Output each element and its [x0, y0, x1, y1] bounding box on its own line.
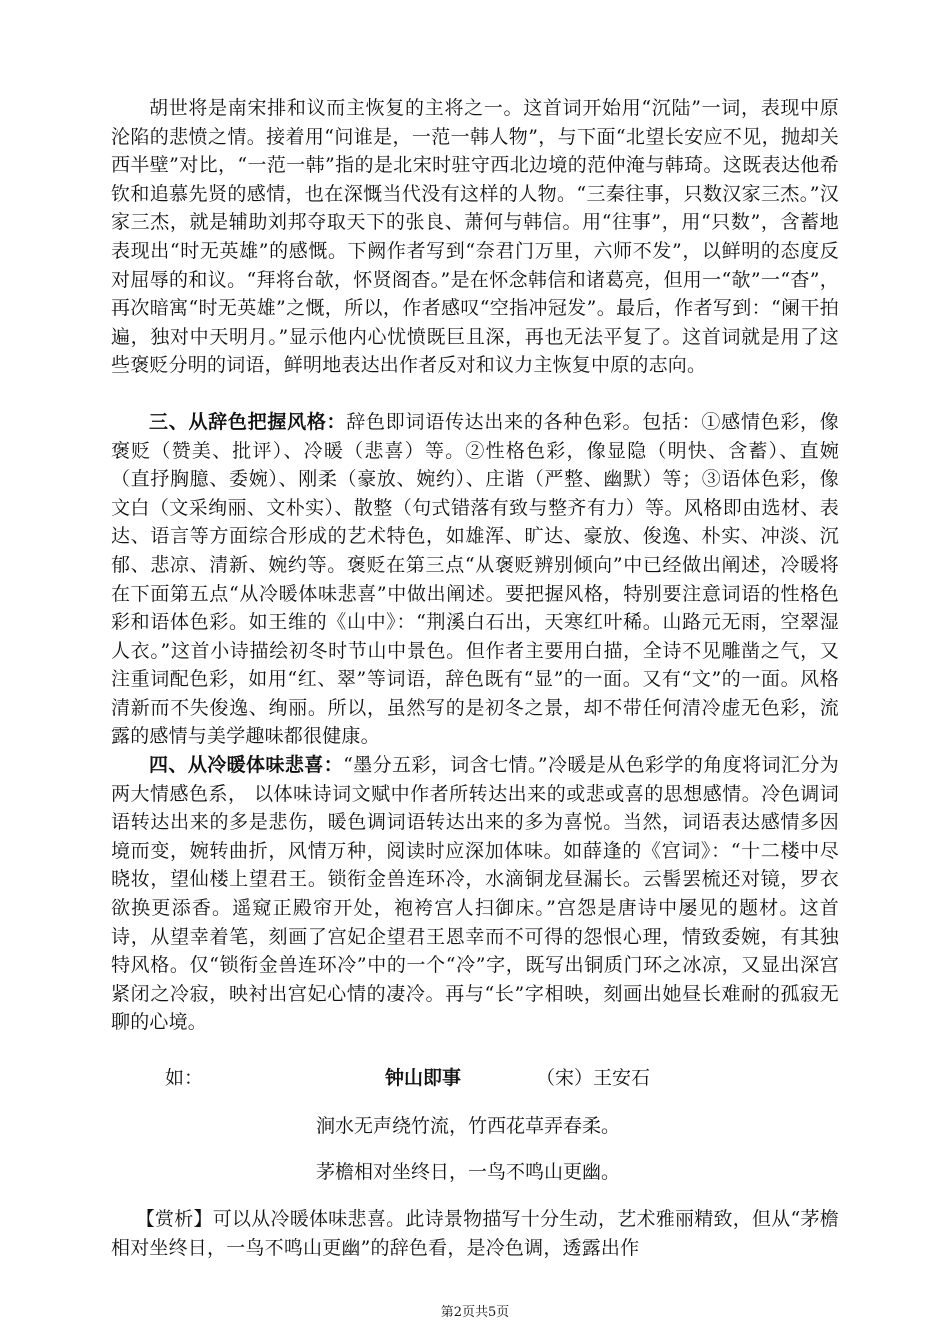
section-heading-3: 三、从辞色把握风格：: [149, 410, 347, 433]
poem-line-2: 茅檐相对坐终日，一鸟不鸣山更幽。: [316, 1161, 621, 1183]
section-heading-4: 四、从冷暖体味悲喜：: [149, 754, 344, 777]
poem-author: （宋）王安石: [536, 1067, 651, 1089]
section-body-3: 辞色即词语传达出来的各种色彩。包括：①感情色彩，像褒贬（赞美、批评）、冷暖（悲喜）等。②性格色彩，像显隐（明快、含蓄）、直婉（直抒胸臆、委婉）、刚柔（豪放、婉约）、庄谐（严整、幽默）等；③语体色彩，像文白（文采绚丽、文朴实）、散整（句式错落有致与整齐有力）等。风格即由选材、表达、语言等方面综合形成的艺术特色，如雄浑、旷达、豪放、俊逸、朴实、冲淡、沉郁、悲凉、清新、婉约等。褒贬在第三点“从褒贬辨别倾向”中已经做出阐述，冷暖将在下面第五点“从冷暖体味悲喜”中做出阐述。要把握风格，特别要注意词语的性格色彩和语体色彩。如王维的《山中》：“荆溪白石出，天寒红叶稀。山路元无雨，空翠湿人衣。”这首小诗描绘初冬时节山中景色。但作者主要用白描，全诗不见雕凿之气，又注重词配色彩，如用“红、翠”等词语，辞色既有“显”的一面。又有“文”的一面。风格清新而不失俊逸、绚丽。所以，虽然写的是初冬之景，却不带任何清冷虚无色彩，流露的感情与美学趣味都很健康。: [111, 410, 839, 748]
example-label: 如：: [165, 1067, 204, 1089]
poem-line-1: 涧水无声绕竹流，竹西花草弄春柔。: [316, 1115, 621, 1137]
page-footer: 第2页共5页: [440, 1305, 510, 1320]
poem-title: 钟山即事: [385, 1067, 462, 1089]
paragraph-style: [111, 408, 839, 751]
poem-header: [111, 1063, 839, 1095]
paragraph-hu-shijiang: 胡世将是南宋排和议而主恢复的主将之一。这首词开始用“沉陆”一词，表现中原沦陷的悲愤之情。接着用“问谁是，一范一韩人物”，与下面“北望长安应不见，抛却关西半壁”对比，“一范一韩”指的是北宋时驻守西北边境的范仲淹与韩琦。这既表达他希钦和追慕先贤的感情，也在深慨当代没有这样的人物。“三秦往事，只数汉家三杰。”汉家三杰，就是辅助刘邦夺取天下的张良、萧何与韩信。用“往事”，用“只数”，含蓄地表现出“时无英雄”的感慨。下阙作者写到“奈君门万里，六师不发”，以鲜明的态度反对屈辱的和议。“拜将台欹，怀贤阁杳。”是在怀念韩信和诸葛亮，但用一“欹”一“杳”，再次暗寓“时无英雄”之慨，所以，作者感叹“空指冲冠发”。最后，作者写到：“阑干拍遍，独对中天明月。”显示他内心忧愤既巨且深，再也无法平复了。这首词就是用了这些褒贬分明的词语，鲜明地表达出作者反对和议力主恢复中原的志向。: [111, 97, 839, 377]
document-page: [111, 94, 839, 1262]
paragraph-warm-cold: [111, 751, 839, 1037]
section-body-4: “墨分五彩，词含七情。”冷暖是从色彩学的角度将词汇分为两大情感色系， 以体味诗词文赋中作者所转达出来的或悲或喜的思想感情。冷色调词语转达出来的多是悲伤，暖色调词语转达出来的多为喜悦。当然，词语表达感情多因境而变，婉转曲折，风情万种，阅读时应深加体味。如薛逢的《宫词》：“十二楼中尽晓妆，望仙楼上望君王。锁衔金兽连环冷，水滴铜龙昼漏长。云髻罢梳还对镜，罗衣欲换更添香。遥窥正殿帘开处，袍袴宫人扫御床。”宫怨是唐诗中屡见的题材。这首诗，从望幸着笔，刻画了宫妃企望君王恩幸而不可得的怨恨心理，情致委婉，有其独特风格。仅“锁衔金兽连环冷”中的一个“冷”字，既写出铜质门环之冰凉，又显出深宫紧闭之冷寂，映衬出宫妃心情的凄冷。再与“长”字相映，刻画出她昼长难耐的孤寂无聊的心境。: [111, 754, 839, 1034]
paragraph-appreciation: 【赏析】可以从冷暖体味悲喜。此诗景物描写十分生动，艺术雅丽精致，但从“茅檐相对坐终日，一鸟不鸣山更幽”的辞色看，是冷色调，透露出作: [111, 1208, 839, 1259]
